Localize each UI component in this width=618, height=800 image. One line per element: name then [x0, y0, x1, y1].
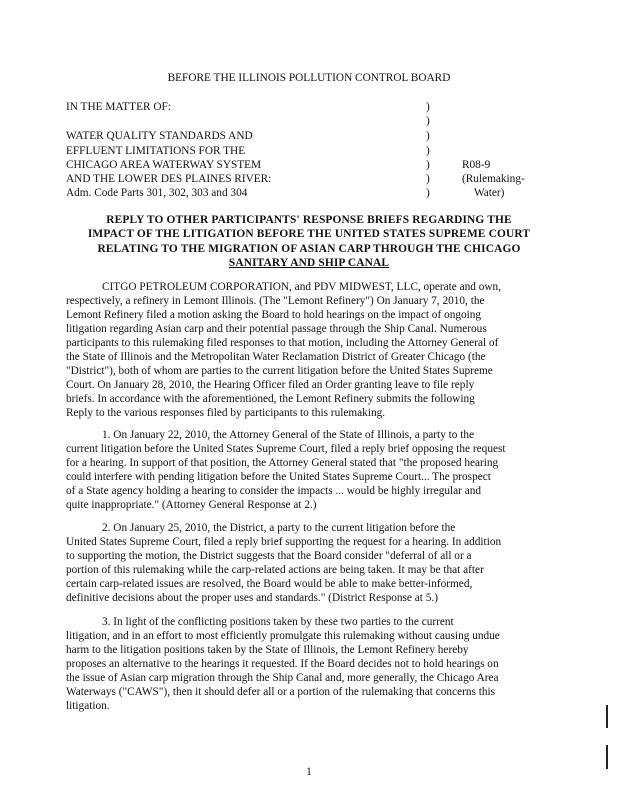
- intro-line: participants to this rulemaking filed responses to that motion, including the Attorney General of: [66, 337, 499, 349]
- caption-paren: ): [426, 159, 430, 171]
- caption-paren: ): [426, 101, 430, 113]
- para2-line: definitive decisions about the proper uses and standards." (District Response at 5.): [66, 592, 438, 604]
- case-number: R08-9: [462, 159, 491, 171]
- para1-line: 1. On January 22, 2010, the Attorney General of the State of Illinois, a party to the: [102, 429, 475, 441]
- para3-line: the issue of Asian carp migration through the Ship Canal and, more generally, the Chicago Area: [66, 672, 499, 684]
- para3-line: litigation.: [66, 700, 110, 712]
- document-title: IMPACT OF THE LITIGATION BEFORE THE UNITED STATES SUPREME COURT: [87, 228, 531, 240]
- document-title: REPLY TO OTHER PARTICIPANTS' RESPONSE BRIEFS REGARDING THE: [106, 214, 512, 226]
- caption-line: CHICAGO AREA WATERWAY SYSTEM: [66, 159, 262, 171]
- document-title: SANITARY AND SHIP CANAL: [228, 257, 390, 269]
- intro-line: litigation regarding Asian carp and their potential passage through the Ship Canal. Numerous: [66, 323, 487, 335]
- intro-line: respectively, a refinery in Lemont Illinois. (The "Lemont Refinery") On January 7, 2010, the: [66, 295, 485, 307]
- para3-line: harm to the litigation positions taken by the State of Illinois, the Lemont Refinery hereby: [66, 644, 469, 656]
- para3-line: 3. In light of the conflicting positions taken by these two parties to the current: [102, 616, 454, 628]
- document-title: RELATING TO THE MIGRATION OF ASIAN CARP THROUGH THE CHICAGO: [97, 243, 521, 255]
- intro-line: "District"), both of whom are parties to the current litigation before the United States Supreme: [66, 365, 493, 377]
- para2-line: to supporting the motion, the District suggests that the Board consider "deferral of all or a: [66, 550, 472, 562]
- para2-line: portion of this rulemaking while the carp-related actions are being taken. It may be that after: [66, 564, 484, 576]
- caption-paren: ): [426, 187, 430, 199]
- para3-line: Waterways ("CAWS"), then it should defer all or a portion of the rulemaking that concerns this: [66, 686, 496, 698]
- case-type: Water): [474, 187, 505, 199]
- case-type: (Rulemaking-: [462, 173, 525, 185]
- para1-line: of a State agency holding a hearing to consider the impacts ... would be highly irregular and: [66, 485, 482, 497]
- caption-line: Adm. Code Parts 301, 302, 303 and 304: [66, 187, 248, 199]
- para3-line: litigation, and in an effort to most efficiently promulgate this rulemaking without causing undue: [66, 630, 500, 642]
- para1-line: could interfere with pending litigation before the United States Supreme Court... The prospect: [66, 471, 491, 483]
- para1-line: quite inappropriate." (Attorney General Response at 2.): [66, 499, 317, 511]
- court-header: BEFORE THE ILLINOIS POLLUTION CONTROL BOARD: [167, 72, 451, 84]
- para2-line: 2. On January 25, 2010, the District, a party to the current litigation before the: [102, 522, 456, 534]
- caption-line: WATER QUALITY STANDARDS AND: [66, 130, 253, 142]
- intro-line: the State of Illinois and the Metropolitan Water Reclamation District of Greater Chicago (the: [66, 351, 486, 363]
- caption-matter: IN THE MATTER OF:: [66, 101, 171, 113]
- para1-line: current litigation before the United States Supreme Court, filed a reply brief opposing the request: [66, 443, 506, 455]
- intro-line: CITGO PETROLEUM CORPORATION, and PDV MIDWEST, LLC, operate and own,: [102, 281, 502, 293]
- caption-paren: ): [426, 115, 430, 127]
- caption-paren: ): [426, 145, 430, 157]
- intro-line: Reply to the various responses filed by participants to this rulemaking.: [66, 407, 386, 419]
- caption-paren: ): [426, 130, 430, 142]
- intro-line: briefs. In accordance with the aforementioned, the Lemont Refinery submits the following: [66, 393, 475, 405]
- para3-line: proposes an alternative to the hearings it requested. If the Board decides not to hold hearings on: [66, 658, 499, 670]
- revision-bar: [606, 705, 608, 728]
- caption-line: EFFLUENT LIMITATIONS FOR THE: [66, 145, 246, 157]
- caption-line: AND THE LOWER DES PLAINES RIVER:: [66, 173, 272, 185]
- page-number: 1: [306, 766, 312, 778]
- intro-line: Court. On January 28, 2010, the Hearing Officer filed an Order granting leave to file reply: [66, 379, 475, 391]
- intro-line: Lemont Refinery filed a motion asking the Board to hold hearings on the impact of ongoing: [66, 309, 482, 321]
- para2-line: certain carp-related issues are resolved, the Board would be able to make better-informed,: [66, 578, 473, 590]
- para2-line: United States Supreme Court, filed a reply brief supporting the request for a hearing. In addition: [66, 536, 502, 548]
- para1-line: for a hearing. In support of that position, the Attorney General stated that "the proposed hearing: [66, 457, 499, 469]
- caption-paren: ): [426, 173, 430, 185]
